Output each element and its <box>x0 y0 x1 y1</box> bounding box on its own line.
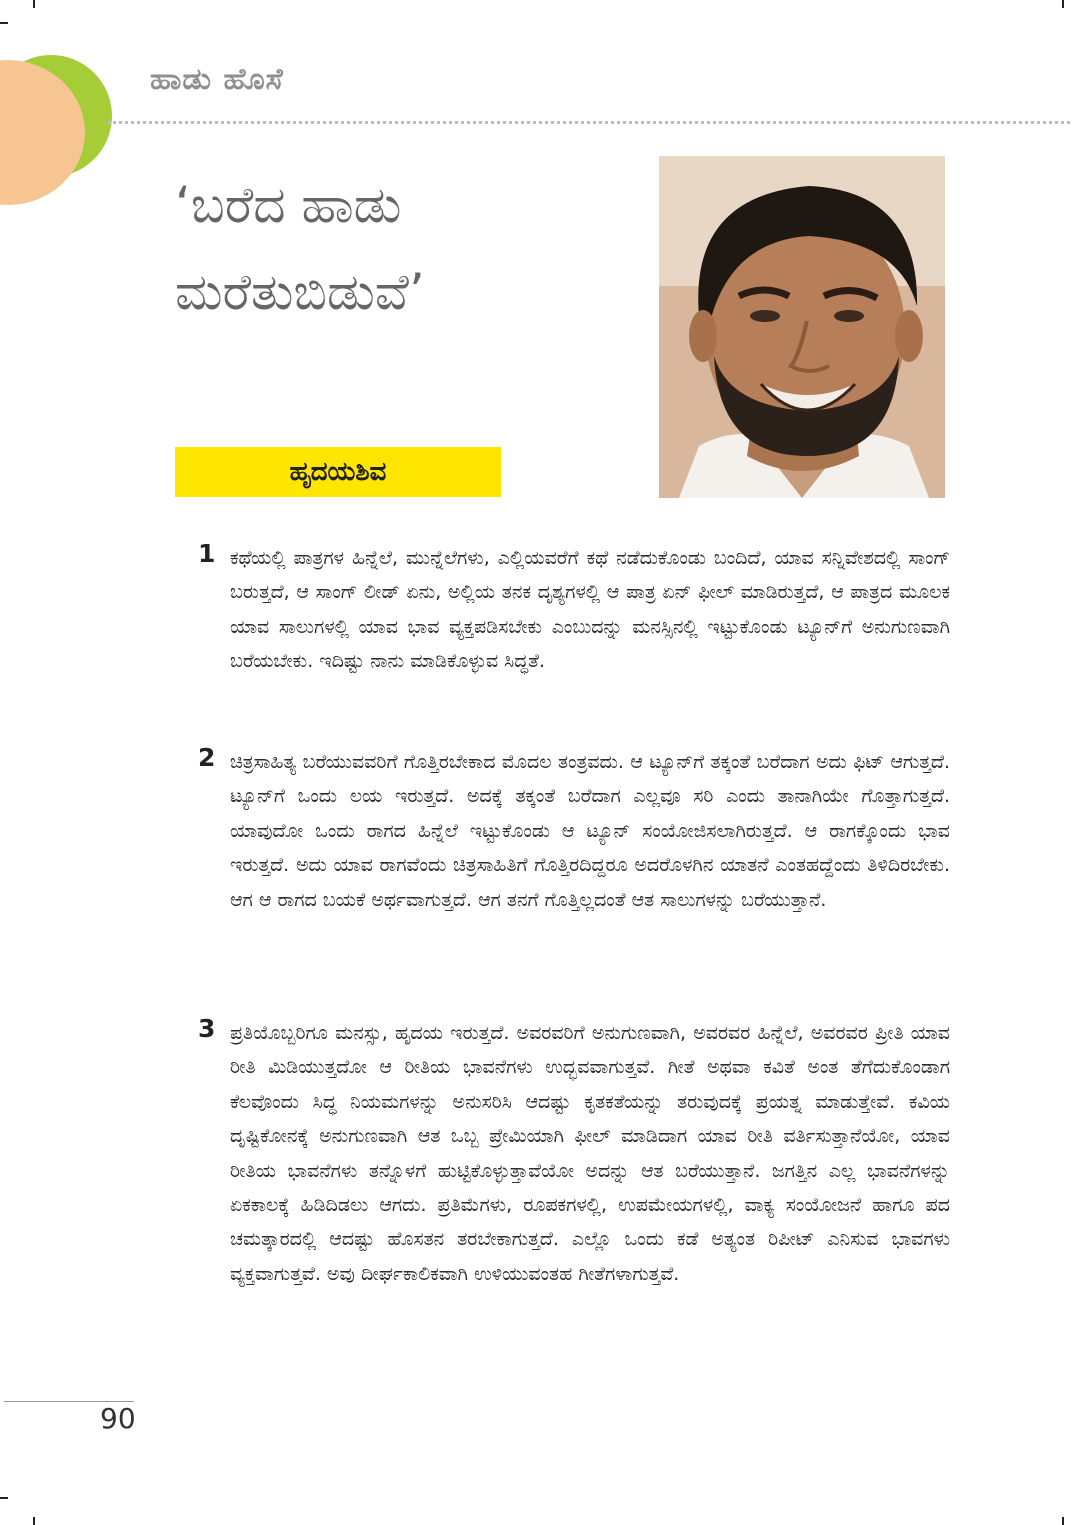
numbered-paragraph <box>198 541 950 679</box>
paragraph-text: ಚಿತ್ರಸಾಹಿತ್ಯ ಬರೆಯುವವರಿಗೆ ಗೊತ್ತಿರಬೇಕಾದ ಮೊದಲ ತಂತ್ರವದು. ಆ ಟ್ಯೂನ್‌ಗೆ ತಕ್ಕಂತೆ ಬರೆದಾಗ ಅದು ಫಿಟ್ ಆಗುತ್ತದೆ. ಟ್ಯೂನ್‌ಗೆ ಒಂದು ಲಯ ಇರುತ್ತದೆ. ಅದಕ್ಕೆ ತಕ್ಕಂತೆ ಬರೆದಾಗ ಎಲ್ಲವೂ ಸರಿ ಎಂದು ತಾನಾಗಿಯೇ ಗೊತ್ತಾಗುತ್ತದೆ. ಯಾವುದೋ ಒಂದು ರಾಗದ ಹಿನ್ನೆಲೆ ಇಟ್ಟುಕೊಂಡು ಆ ಟ್ಯೂನ್ ಸಂಯೋಜಿಸಲಾಗಿರುತ್ತದೆ. ಆ ರಾಗಕ್ಕೊಂದು ಭಾವ ಇರುತ್ತದೆ. ಅದು ಯಾವ ರಾಗವೆಂದು ಚಿತ್ರಸಾಹಿತಿಗೆ ಗೊತ್ತಿರದಿದ್ದರೂ ಅದರೊಳಗಿನ ಯಾತನೆ ಎಂತಹದ್ದೆಂದು ತಿಳಿದಿರಬೇಕು. ಆಗ ಆ ರಾಗದ ಬಯಕೆ ಅರ್ಥವಾಗುತ್ತದೆ. ಆಗ ತನಗೆ ಗೊತ್ತಿಲ್ಲದಂತೆ ಆತ ಸಾಲುಗಳನ್ನು ಬರೆಯುತ್ತಾನೆ. <box>230 751 950 911</box>
portrait-illustration <box>659 156 945 498</box>
title-line: ‘ಬರೆದ ಹಾಡು <box>175 176 402 234</box>
numbered-paragraph <box>198 745 950 917</box>
paragraph-number: 1 <box>198 539 216 568</box>
paragraph-number: 2 <box>198 743 216 772</box>
header-divider <box>108 121 1070 124</box>
numbered-paragraph <box>198 1016 950 1291</box>
author-portrait <box>659 156 945 498</box>
crop-mark <box>0 22 8 24</box>
crop-mark <box>1062 1517 1064 1525</box>
crop-mark <box>33 0 35 8</box>
author-name: ಹೃದಯಶಿವ <box>289 456 387 487</box>
title-line: ಮರೆತುಬಿಡುವೆ’ <box>175 263 425 321</box>
crop-mark <box>0 1497 8 1499</box>
author-box <box>175 447 501 497</box>
page-number: 90 <box>100 1402 136 1435</box>
article-title <box>175 162 645 336</box>
paragraph-text: ಪ್ರತಿಯೊಬ್ಬರಿಗೂ ಮನಸ್ಸು, ಹೃದಯ ಇರುತ್ತದೆ. ಅವರವರಿಗೆ ಅನುಗುಣವಾಗಿ, ಅವರವರ ಹಿನ್ನೆಲೆ, ಅವರವರ ಪ್ರೀತಿ ಯಾವ ರೀತಿ ಮಿಡಿಯುತ್ತದೋ ಆ ರೀತಿಯ ಭಾವನೆಗಳು ಉದ್ಭವವಾಗುತ್ತವೆ. ಗೀತೆ ಅಥವಾ ಕವಿತೆ ಅಂತ ತೆಗೆದುಕೊಂಡಾಗ ಕೆಲವೊಂದು ಸಿದ್ಧ ನಿಯಮಗಳನ್ನು ಅನುಸರಿಸಿ ಆದಷ್ಟು ಕೃತಕತೆಯನ್ನು ತರುವುದಕ್ಕೆ ಪ್ರಯತ್ನ ಮಾಡುತ್ತೇವೆ. ಕವಿಯ ದೃಷ್ಟಿಕೋನಕ್ಕೆ ಅನುಗುಣವಾಗಿ ಆತ ಒಬ್ಬ ಪ್ರೇಮಿಯಾಗಿ ಫೀಲ್ ಮಾಡಿದಾಗ ಯಾವ ರೀತಿ ವರ್ತಿಸುತ್ತಾನೆಯೋ, ಯಾವ ರೀತಿಯ ಭಾವನೆಗಳು ತನ್ನೊಳಗೆ ಹುಟ್ಟಿಕೊಳ್ಳುತ್ತಾವೆಯೋ ಅದನ್ನು ಆತ ಬರೆಯುತ್ತಾನೆ. ಜಗತ್ತಿನ ಎಲ್ಲ ಭಾವನೆಗಳನ್ನು ಏಕಕಾಲಕ್ಕೆ ಹಿಡಿದಿಡಲು ಆಗದು. ಪ್ರತಿಮೆಗಳು, ರೂಪಕಗಳಲ್ಲಿ, ಉಪಮೇಯಗಳಲ್ಲಿ, ವಾಕ್ಯ ಸಂಯೋಜನೆ ಹಾಗೂ ಪದ ಚಮತ್ಕಾರದಲ್ಲಿ ಆದಷ್ಟು ಹೊಸತನ ತರಬೇಕಾಗುತ್ತದೆ. ಎಲ್ಲೊ ಒಂದು ಕಡೆ ಅತ್ಯಂತ ರಿಪೀಟ್ ಎನಿಸುವ ಭಾವಗಳು ವ್ಯಕ್ತವಾಗುತ್ತವೆ. ಅವು ದೀರ್ಘಕಾಲಿಕವಾಗಿ ಉಳಿಯುವಂತಹ ಗೀತೆಗಳಾಗುತ್ತವೆ. <box>230 1022 950 1285</box>
section-label: ಹಾಡು ಹೊಸೆ <box>150 62 284 97</box>
paragraph-number: 3 <box>198 1014 216 1043</box>
paragraph-text: ಕಥೆಯಲ್ಲಿ ಪಾತ್ರಗಳ ಹಿನ್ನೆಲೆ, ಮುನ್ನೆಲೆಗಳು, ಎಲ್ಲಿಯವರೆಗೆ ಕಥೆ ನಡೆದುಕೊಂಡು ಬಂದಿದೆ, ಯಾವ ಸನ್ನಿವೇಶದಲ್ಲಿ ಸಾಂಗ್ ಬರುತ್ತದೆ, ಆ ಸಾಂಗ್ ಲೀಡ್ ಏನು, ಅಲ್ಲಿಯ ತನಕ ದೃಶ್ಯಗಳಲ್ಲಿ ಆ ಪಾತ್ರ ಏನ್ ಫೀಲ್ ಮಾಡಿರುತ್ತದೆ, ಆ ಪಾತ್ರದ ಮೂಲಕ ಯಾವ ಸಾಲುಗಳಲ್ಲಿ ಯಾವ ಭಾವ ವ್ಯಕ್ತಪಡಿಸಬೇಕು ಎಂಬುದನ್ನು ಮನಸ್ಸಿನಲ್ಲಿ ಇಟ್ಟುಕೊಂಡು ಟ್ಯೂನ್‌ಗೆ ಅನುಗುಣವಾಗಿ ಬರೆಯಬೇಕು. ಇದಿಷ್ಟು ನಾನು ಮಾಡಿಕೊಳ್ಳುವ ಸಿದ್ಧತೆ. <box>230 547 950 673</box>
crop-mark <box>1062 0 1064 8</box>
crop-mark <box>33 1517 35 1525</box>
